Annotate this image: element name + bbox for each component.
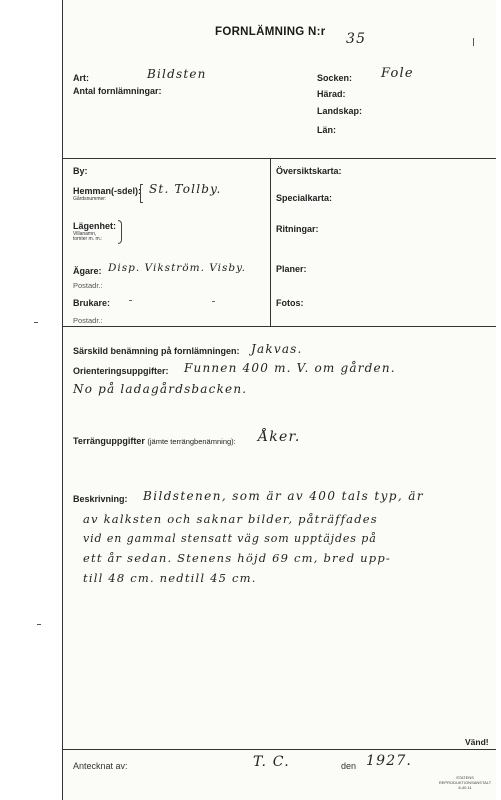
antecknat-value: T. C.	[253, 754, 290, 770]
postadr-label-2: Postadr.:	[73, 316, 103, 325]
printer-stamp-line-2: 8-40.11	[458, 785, 472, 790]
beskrivning-label: Beskrivning:	[73, 494, 128, 504]
socken-value: Fole	[381, 66, 414, 81]
printer-stamp	[436, 775, 494, 790]
antal-label: Antal fornlämningar:	[73, 86, 162, 96]
antecknat-label: Antecknat av:	[73, 761, 128, 771]
mid-divider-vertical	[270, 158, 271, 326]
printer-stamp-line-1: STATENS REPRODUKTIONSANSTALT	[438, 775, 492, 785]
den-label: den	[341, 761, 357, 771]
terrang-value: Åker.	[258, 429, 301, 445]
margin-tick-mark	[34, 322, 38, 323]
brukare-smudge-2	[212, 301, 215, 302]
hemman-value: St. Tollby.	[149, 182, 222, 196]
by-label: By:	[73, 166, 88, 176]
beskrivning-line-4: ett år sedan. Stenens höjd 69 cm, bred upp-	[83, 551, 391, 565]
mid-top-rule	[63, 158, 496, 159]
agare-value: Disp. Vikström. Visby.	[108, 262, 247, 274]
orientering-label: Orienteringsuppgifter:	[73, 366, 169, 376]
brukare-smudge	[129, 300, 132, 301]
beskrivning-line-3: vid en gammal stensatt väg som upptäjdes på	[83, 532, 377, 545]
ritningar-label: Ritningar:	[276, 224, 319, 234]
lagenhet-label: Lägenhet:	[73, 221, 117, 231]
socken-label: Socken:	[317, 73, 353, 83]
beskrivning-line-2: av kalksten och saknar bilder, påträffades	[83, 512, 378, 526]
art-value: Bildsten	[147, 67, 207, 81]
den-value: 1927.	[366, 753, 413, 769]
terrang-sublabel: (jämte terrängbenämning):	[147, 437, 236, 446]
lagenhet-sublabel-1: Villanamn,	[73, 231, 97, 237]
postadr-label-1: Postadr.:	[73, 281, 103, 290]
edge-tick-mark	[473, 38, 474, 46]
agare-label: Ägare:	[73, 266, 102, 276]
terrang-label	[73, 436, 236, 446]
lan-label: Län:	[317, 125, 336, 135]
margin-tick-mark-2	[37, 624, 41, 625]
fotos-label: Fotos:	[276, 298, 304, 308]
benamning-value: Jakvas.	[251, 342, 303, 356]
art-label: Art:	[73, 73, 89, 83]
hemman-sublabel: Gårdsnummer:	[73, 196, 107, 202]
benamning-label: Särskild benämning på fornlämningen:	[73, 346, 240, 356]
record-number: 35	[346, 31, 367, 47]
record-card	[62, 0, 496, 800]
hemman-label: Hemman(-sdel):	[73, 186, 142, 196]
lagenhet-sublabel-2: tomter m. m.:	[73, 236, 103, 242]
terrang-label-text: Terränguppgifter	[73, 436, 145, 446]
vand-label: Vänd!	[465, 737, 489, 747]
lagenhet-bracket	[118, 220, 122, 244]
orientering-line-2: No på ladagårdsbacken.	[73, 382, 248, 396]
specialkarta-label: Specialkarta:	[276, 193, 333, 203]
mid-bottom-rule	[63, 326, 496, 327]
form-title: FORNLÄMNING N:r	[215, 26, 326, 38]
beskrivning-line-5: till 48 cm. nedtill 45 cm.	[83, 571, 257, 585]
hemman-bracket	[140, 184, 143, 203]
footer-rule	[63, 749, 496, 750]
landskap-label: Landskap:	[317, 106, 363, 116]
oversiktskarta-label: Översiktskarta:	[276, 166, 342, 176]
harad-label: Härad:	[317, 89, 346, 99]
beskrivning-line-1: Bildstenen, som är av 400 tals typ, är	[143, 489, 424, 503]
brukare-label: Brukare:	[73, 298, 111, 308]
orientering-line-1: Funnen 400 m. V. om gården.	[184, 361, 396, 375]
planer-label: Planer:	[276, 264, 307, 274]
